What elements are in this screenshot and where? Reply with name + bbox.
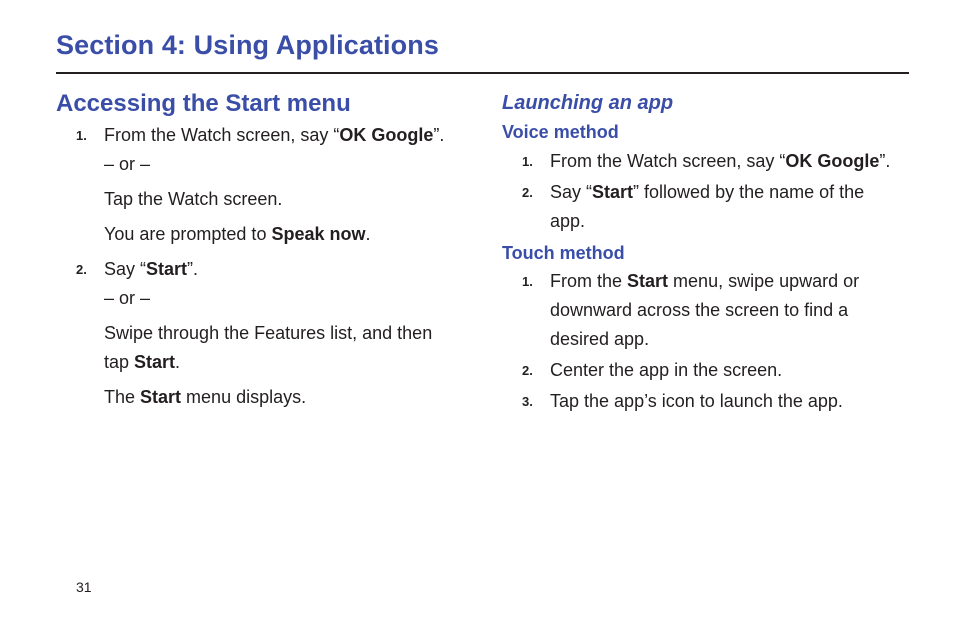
step-text: From the Start menu, swipe upward or bbox=[550, 271, 860, 291]
page-number: 31 bbox=[76, 579, 92, 595]
step-text: The Start menu displays. bbox=[104, 387, 307, 407]
list-item bbox=[56, 121, 466, 249]
heading-voice-method: Voice method bbox=[502, 122, 619, 142]
step-number: 2. bbox=[76, 262, 87, 277]
touch-method-steps bbox=[502, 267, 912, 416]
title-divider bbox=[56, 72, 909, 74]
right-column bbox=[502, 88, 912, 416]
step-number: 2. bbox=[522, 363, 533, 378]
step-text: Say “Start”. bbox=[104, 259, 199, 279]
step-text: From the Watch screen, say “OK Google”. bbox=[550, 151, 891, 171]
or-separator: – or – bbox=[104, 154, 151, 174]
step-number: 1. bbox=[76, 128, 87, 143]
step-text: From the Watch screen, say “OK Google”. bbox=[104, 125, 445, 145]
left-column bbox=[56, 88, 466, 412]
list-item bbox=[502, 178, 912, 236]
section-title: Section 4: Using Applications bbox=[56, 30, 439, 60]
voice-method-steps bbox=[502, 147, 912, 236]
step-text: Tap the Watch screen. bbox=[104, 189, 283, 209]
heading-accessing-start-menu: Accessing the Start menu bbox=[56, 90, 351, 117]
step-number: 3. bbox=[522, 394, 533, 409]
step-text: app. bbox=[550, 211, 586, 231]
step-text: Swipe through the Features list, and then tap Start. bbox=[104, 323, 433, 372]
step-number: 1. bbox=[522, 274, 533, 289]
step-text: Tap the app’s icon to launch the app. bbox=[550, 391, 843, 411]
step-text: desired app. bbox=[550, 329, 650, 349]
step-text: Say “Start” followed by the name of the bbox=[550, 182, 865, 202]
step-text: You are prompted to Speak now. bbox=[104, 224, 371, 244]
step-text: downward across the screen to find a bbox=[550, 300, 849, 320]
list-item bbox=[502, 267, 912, 354]
list-item bbox=[502, 147, 912, 176]
or-separator: – or – bbox=[104, 288, 151, 308]
step-text: Center the app in the screen. bbox=[550, 360, 783, 380]
heading-touch-method: Touch method bbox=[502, 243, 625, 263]
step-number: 1. bbox=[522, 154, 533, 169]
start-menu-steps bbox=[56, 121, 466, 412]
step-number: 2. bbox=[522, 185, 533, 200]
list-item bbox=[502, 356, 912, 385]
heading-launching-app: Launching an app bbox=[502, 92, 674, 114]
list-item bbox=[56, 255, 466, 412]
list-item bbox=[502, 387, 912, 416]
